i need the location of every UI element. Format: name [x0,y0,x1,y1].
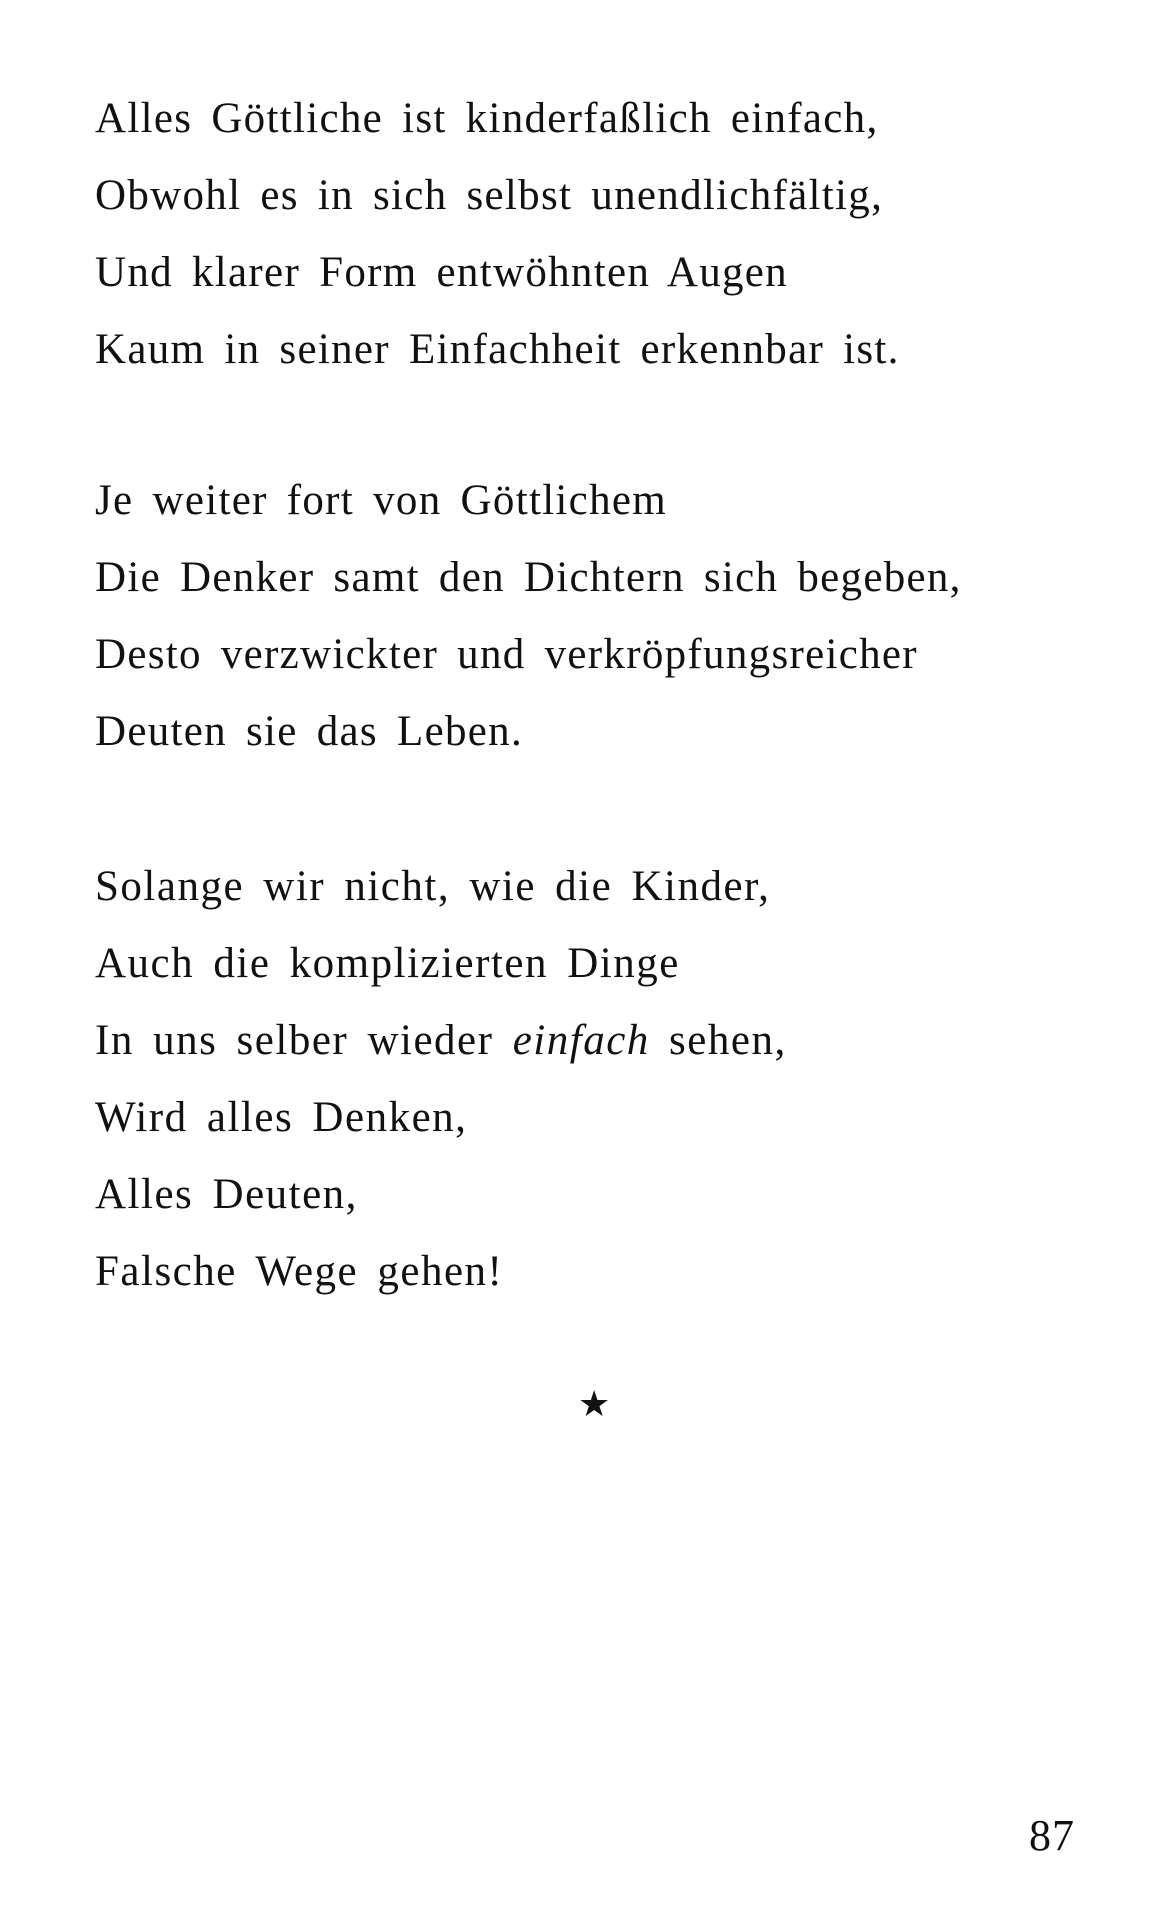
poem-line: Alles Deuten, [95,1171,358,1218]
poem-line: Und klarer Form entwöhnten Augen [95,249,788,296]
poem-line: Auch die komplizierten Dinge [95,940,680,987]
poem-line: Falsche Wege gehen! [95,1248,504,1295]
poem-line: Alles Göttliche ist kinderfaßlich einfach, [95,95,879,142]
page-number: 87 [1029,1811,1075,1860]
poem-line: Die Denker samt den Dichtern sich begeben, [95,554,962,601]
poem-line: Desto verzwickter und verkröpfungsreicher [95,631,918,678]
poem-line: Kaum in seiner Einfachheit erkennbar ist. [95,326,900,373]
poem-line: Solange wir nicht, wie die Kinder, [95,863,771,910]
line-text: In uns selber wieder [95,1017,513,1064]
star-divider-icon: ★ [578,1384,611,1424]
line-text: sehen, [649,1017,787,1064]
poem-line: Wird alles Denken, [95,1094,468,1141]
stanza-3 [95,848,787,1310]
poem-line: Obwohl es in sich selbst unendlichfältig, [95,172,884,219]
poem-line: Deuten sie das Leben. [95,708,523,755]
stanza-2 [95,462,962,770]
emphasized-word: einfach [512,1017,650,1064]
poem-line: Je weiter fort von Göttlichem [95,477,667,524]
poem-line-with-emphasis [95,1002,787,1079]
stanza-1 [95,80,900,388]
